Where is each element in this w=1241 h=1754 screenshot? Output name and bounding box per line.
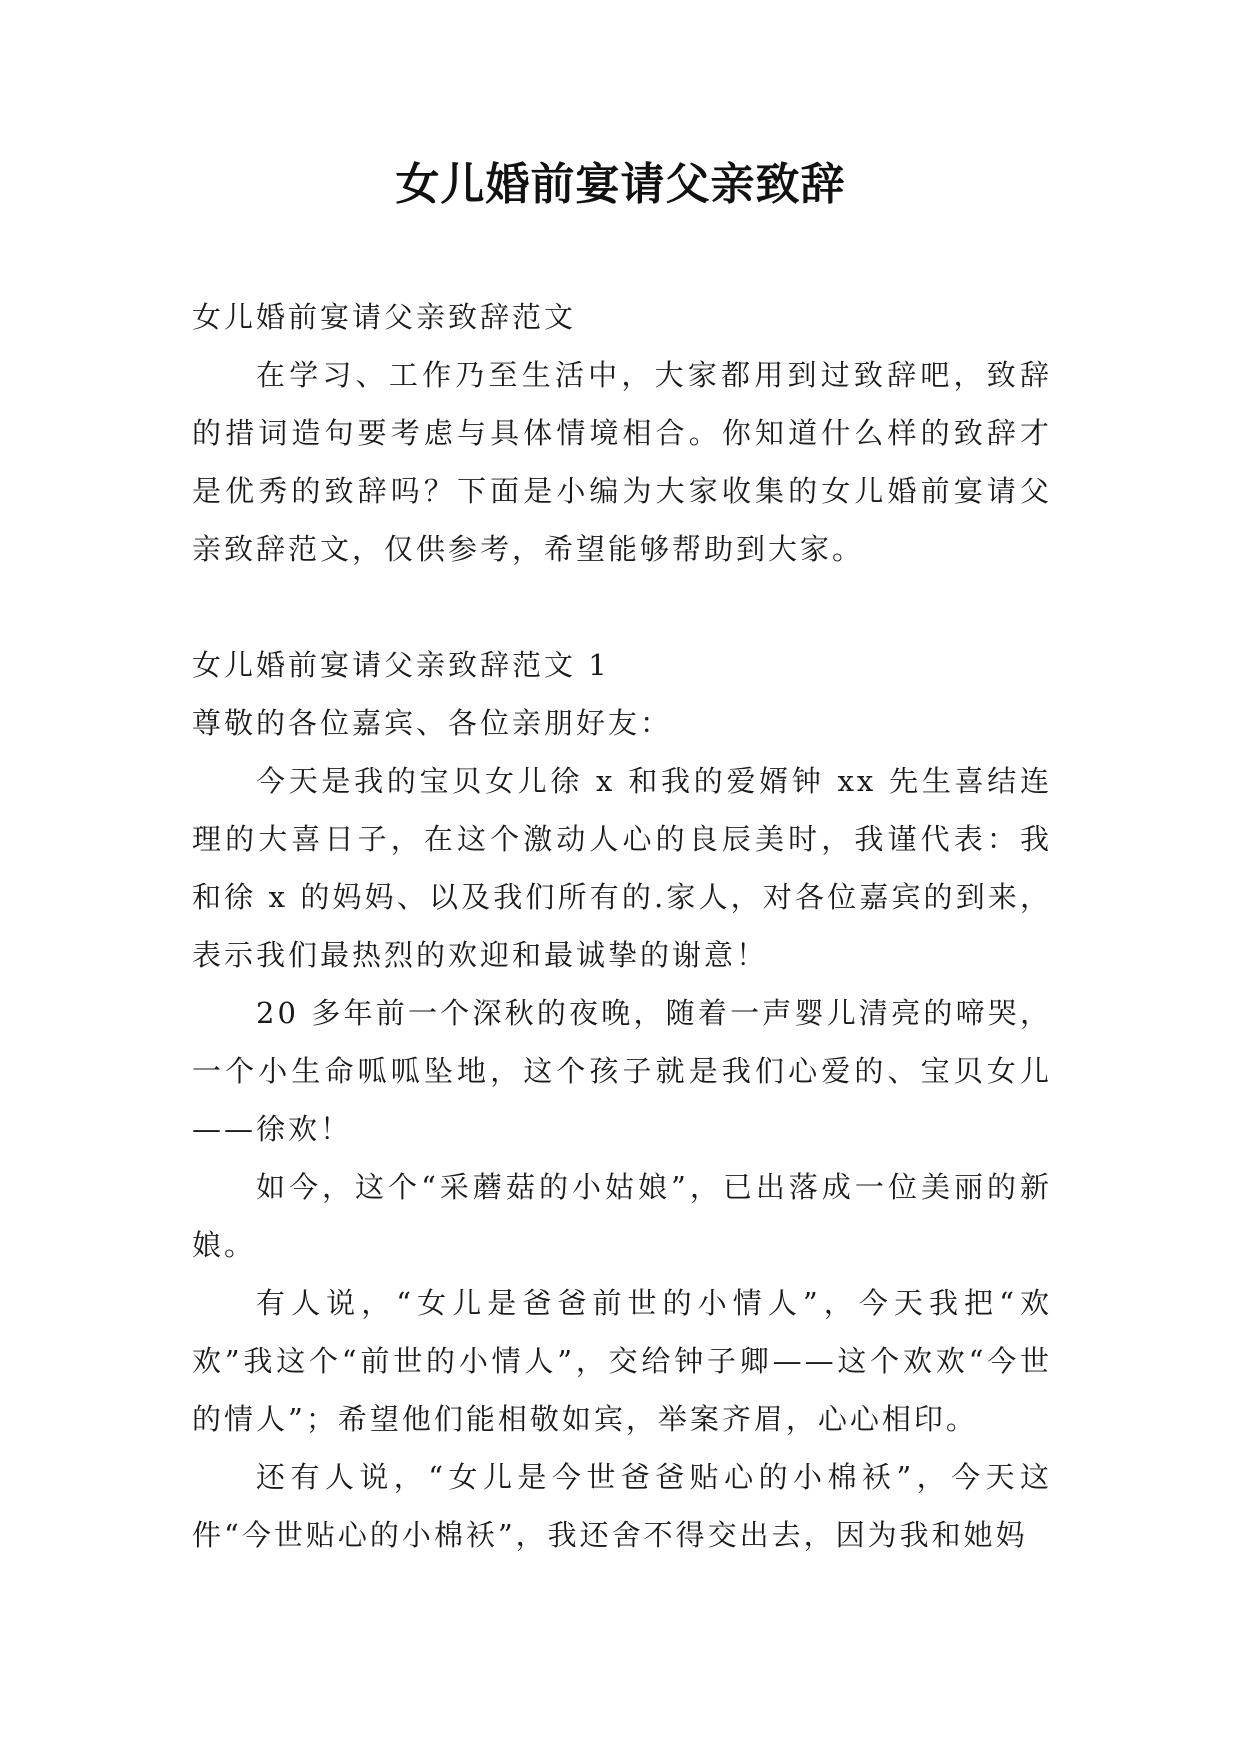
section-heading: 女儿婚前宴请父亲致辞范文 1 bbox=[192, 648, 610, 682]
paragraph: 20 多年前一个深秋的夜晚，随着一声婴儿清亮的啼哭，一个小生命呱呱坠地，这个孩子就是我们心爱的、宝贝女儿——徐欢！ bbox=[192, 996, 1052, 1146]
spacer bbox=[192, 578, 1052, 636]
document-body bbox=[192, 288, 1052, 1564]
document-title: 女儿婚前宴请父亲致辞 bbox=[395, 159, 846, 210]
intro-paragraph: 在学习、工作乃至生活中，大家都用到过致辞吧，致辞的措词造句要考虑与具体情境相合。你知道什么样的致辞才是优秀的致辞吗？下面是小编为大家收集的女儿婚前宴请父亲致辞范文，仅供参考，希望能够帮助到大家。 bbox=[192, 358, 1052, 566]
paragraph: 如今，这个“采蘑菇的小姑娘”，已出落成一位美丽的新娘。 bbox=[192, 1170, 1052, 1262]
paragraph: 今天是我的宝贝女儿徐 x 和我的爱婿钟 xx 先生喜结连理的大喜日子，在这个激动人心的良辰美时，我谨代表：我和徐 x 的妈妈、以及我们所有的.家人，对各位嘉宾的到来，表示我们最热烈的欢迎和最诚挚的谢意！ bbox=[192, 764, 1052, 972]
paragraph: 有人说，“女儿是爸爸前世的小情人”，今天我把“欢欢”我这个“前世的小情人”，交给钟子卿——这个欢欢“今世的情人”；希望他们能相敬如宾，举案齐眉，心心相印。 bbox=[192, 1286, 1052, 1436]
paragraph: 还有人说，“女儿是今世爸爸贴心的小棉袄”，今天这件“今世贴心的小棉袄”，我还舍不得交出去，因为我和她妈 bbox=[192, 1460, 1052, 1552]
subtitle: 女儿婚前宴请父亲致辞范文 bbox=[192, 300, 577, 334]
salutation: 尊敬的各位嘉宾、各位亲朋好友： bbox=[192, 706, 673, 740]
